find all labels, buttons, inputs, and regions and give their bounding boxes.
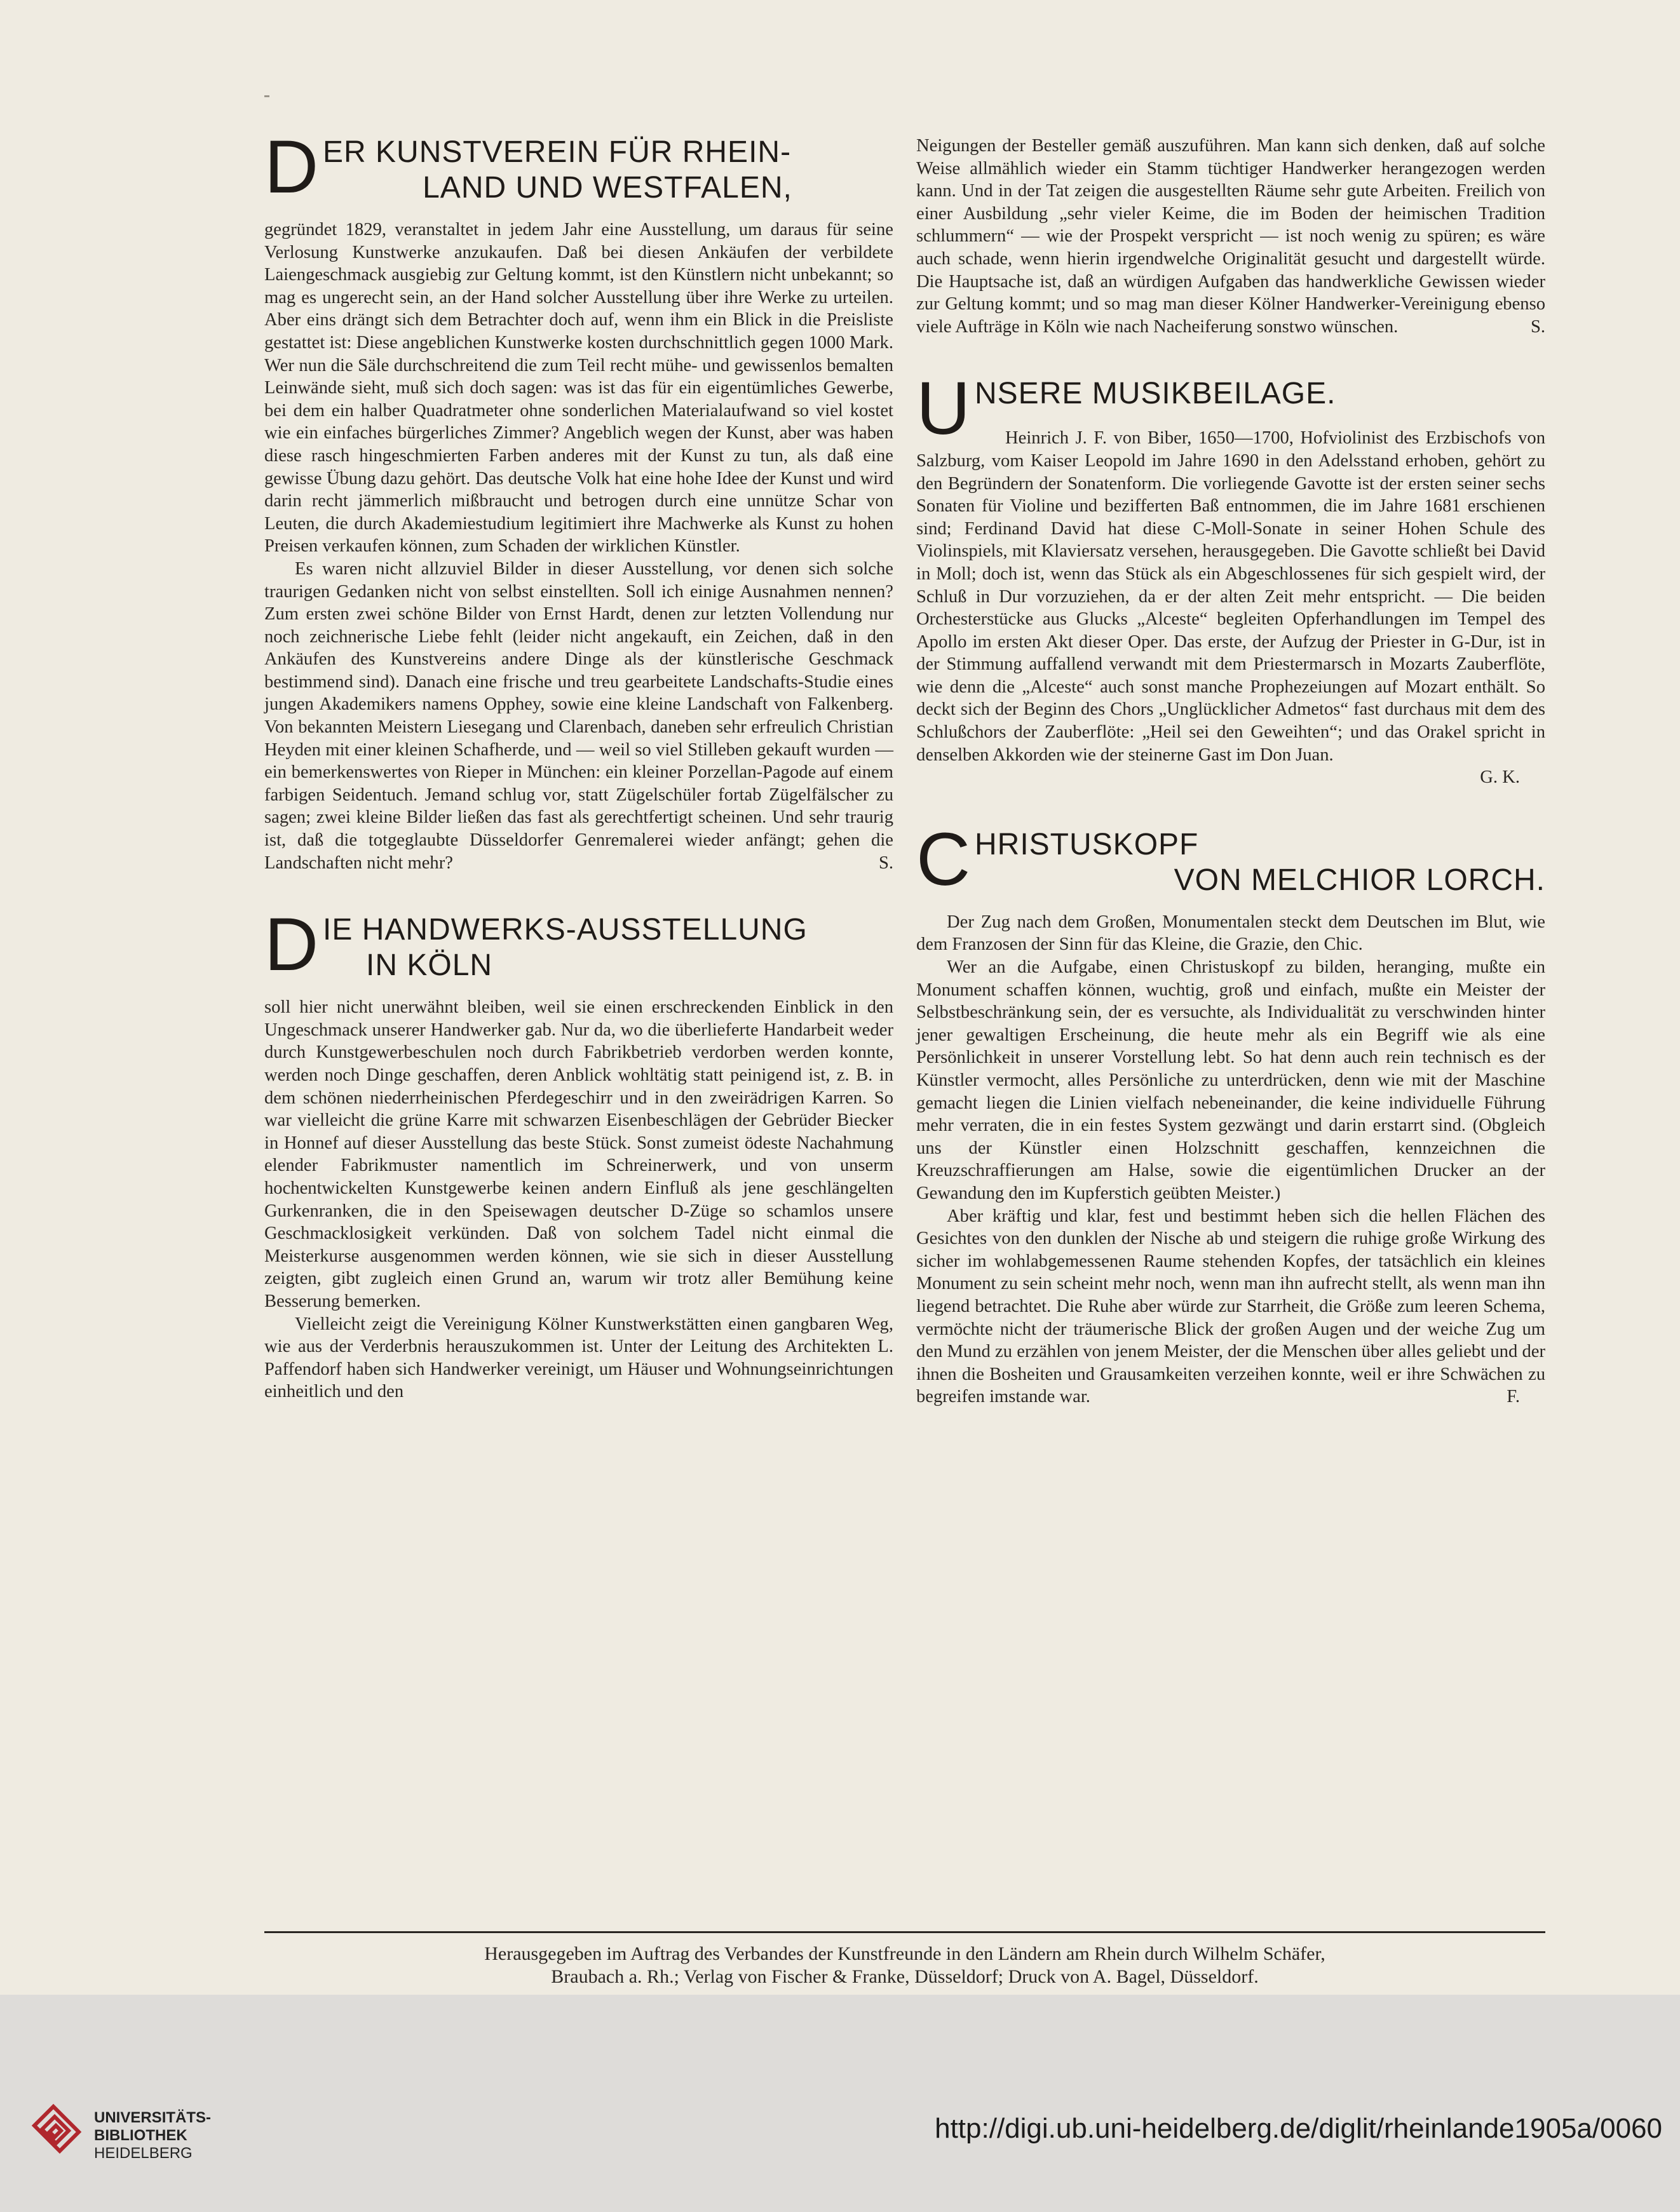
heading-line-1: HRISTUSKOPF xyxy=(975,827,1199,861)
paragraph: Vielleicht zeigt die Vereinigung Kölner Kunstwerkstätten einen gangbaren Weg, wie aus der Verderbnis herauszukommen ist. Unter der Leitung des Architekten L. Paffendorf haben sich Handwerker vereinigt, um Häuser und Wohnungseinrichtungen einheitlich und den xyxy=(264,1314,893,1402)
heading-handwerks-ausstellung xyxy=(264,903,893,987)
library-name-line-3: HEIDELBERG xyxy=(94,2145,193,2162)
drop-cap: U xyxy=(916,367,972,451)
heading-musikbeilage xyxy=(916,367,1545,451)
paragraph-text: Es waren nicht allzuviel Bilder in dieser Ausstellung, vor denen sich solche traurigen Gedanken nicht von selbst einstellten. Soll ich einige Ausnahmen nennen? Zum ersten zwei schöne Bilder von Ernst Hardt, denen zur letzten Vollendung nur noch zeichnerische Liebe fehlt (leider nicht angekauft, ein Zeichen, daß in den Ankäufen des Kunstvereins andere Dinge als der künstlerische Geschmack bestimmend sind). Danach eine frische und treu gearbeitete Landschafts-Studie eines jungen Akademikers namens Opphey, sowie eine kleine Landschaft von Falkenberg. Von bekannten Meistern Liesegang und Clarenbach, daneben sehr erfreulich Christian Heyden mit einer kleinen Schafherde, und — weil so viel Stilleben gekauft wurden — ein bemerkenswertes von Rieper in München: ein kleiner Porzellan-Pagode auf einem farbigen Seidentuch. Jemand schlug vor, statt Zügelschüler fortab Zügelfälscher zu sagen; zwei kleine Bilder ließen das fast als gerechtfertigt scheinen. Und sehr traurig ist, daß die totgeglaubte Düsseldorfer Genremalerei wieder anfängt; gehen die Landschaften nicht mehr? xyxy=(264,558,893,873)
right-column xyxy=(916,135,1545,1408)
footer-rule xyxy=(264,1931,1545,1933)
heading-line-2: LAND UND WESTFALEN, xyxy=(423,171,792,205)
paragraph xyxy=(264,558,893,874)
drop-cap: D xyxy=(264,125,320,209)
drop-cap: C xyxy=(916,817,972,901)
heading-line-1: IE HANDWERKS-AUSSTELLUNG xyxy=(323,913,808,947)
heading-line-2: VON MELCHIOR LORCH. xyxy=(1174,863,1545,897)
library-name xyxy=(94,2109,211,2162)
heading-line-1: ER KUNSTVEREIN FÜR RHEIN- xyxy=(323,135,792,169)
section-gap xyxy=(264,874,893,912)
library-bar xyxy=(0,1995,1680,2212)
signature: S. xyxy=(878,853,893,873)
left-column xyxy=(264,125,893,1403)
paragraph: Heinrich J. F. von Biber, 1650—1700, Hofviolinist des Erzbischofs von Salzburg, vom Kaiser Leopold im Jahre 1690 in den Adelsstand erhoben, gehört zu den Begründern der Sonatenform. Die vorliegende Gavotte ist der ersten seiner sechs Sonaten für Violine und bezifferten Baß entnommen, die im Jahre 1681 erschienen sind; Ferdinand David hat diese C-Moll-Sonate in seiner Hohen Schule des Violinspiels, mit Klaviersatz versehen, herausgegeben. Die Gavotte schließt bei David in Moll; doch ist, wenn das Stück als ein Abgeschlossenes für sich gespielt wird, der Schluß in Dur vorzuziehen, da er der alten Zeit mehr entspricht. — Die beiden Orchesterstücke aus Glucks „Alceste“ begleiten Opferhandlungen im Tempel des Apollo im ersten Akt dieser Oper. Das erste, der Aufzug der Priester in G-Dur, ist in der Stimmung auffallend verwandt mit dem Priestermarsch in Mozarts Zauberflöte, wie denn die „Alceste“ auch sonst manche Prophezeiungen auf Mozart enthält. So deckt sich der Beginn des Chors „Unglücklicher Admetos“ fast durchaus mit dem des Schlußchors der Zauberflöte: „Heil sei den Geweihten“; und das Orakel spricht in denselben Akkorden wie der steinerne Gast im Don Juan. xyxy=(916,428,1545,765)
signature: F. xyxy=(1507,1387,1520,1407)
library-name-line-2: BIBLIOTHEK xyxy=(94,2127,187,2144)
signature-line xyxy=(916,766,1545,789)
library-name-line-1: UNIVERSITÄTS- xyxy=(94,2109,212,2126)
paragraph-text: Aber kräftig und klar, fest und bestimmt heben sich die hellen Flächen des Gesichtes von den dunklen der Nische ab und steigern die ruhige große Wirkung des sicher im wohlabgemessenen Raume stehenden Kopfes, der tatsächlich ein kleines Monument zu sein scheint mehr noch, wenn man ihn aufrecht stellt, als wenn man ihn liegend betrachtet. Die Ruhe aber würde zur Starrheit, die Größe zum leeren Schema, vermöchte nicht der träumerische Blick der großen Augen und der weiche Zug um den Mund zu erzählen von jenem Meister, der die Menschen über alles geliebt und der ihnen die Bosheiten und Grausamkeiten verzeihen konnte, weil er ihre Schwächen zu begreifen imstande war. xyxy=(916,1206,1545,1407)
paragraph xyxy=(916,135,1545,338)
imprint xyxy=(264,1943,1545,1988)
paragraph-text: Neigungen der Besteller gemäß auszuführen. Man kann sich denken, daß auf solche Weise allmählich wieder ein Stamm tüchtiger Handwerker herangezogen werden kann. Und in der Tat zeigen die ausgestellten Räume sehr gute Arbeiten. Freilich von einer Ausbildung „sehr vieler Keime, die im Boden der heimischen Tradition schlummern“ — wie der Prospekt verspricht — ist noch wenig zu spüren; es wäre auch schade, wenn hierin irgendwelche Originalität gesucht und dargestellt würde. Die Hauptsache ist, daß an würdigen Aufgaben das handwerkliche Gewissen wieder zur Geltung kommt; und so mag man dieser Kölner Handwerker-Vereinigung ebenso viele Aufträge in Köln wie nach Nacheiferung sonstwo wünschen. xyxy=(916,136,1545,337)
signature: G. K. xyxy=(1480,767,1520,788)
heading-christuskopf xyxy=(916,817,1545,901)
heading-line-2: IN KÖLN xyxy=(366,948,493,983)
drop-cap: D xyxy=(264,903,320,987)
page-mark xyxy=(264,95,269,97)
paragraph: soll hier nicht unerwähnt bleiben, weil sie einen erschreckenden Einblick in den Ungeschmack unserer Handwerker gab. Nur da, wo die überlieferte Handarbeit weder durch Kunstgewerbeschulen noch durch Fabrikbetrieb verdorben werden konnte, werden noch Dinge geschaffen, deren Anblick wohltätig statt peinigend ist, z. B. in dem schönen niederrheinischen Pferdegeschirr und in den zweirädrigen Karren. So war vielleicht die grüne Karre mit schwarzen Eisenbeschlägen der Gebrüder Biecker in Honnef auf dieser Ausstellung das beste Stück. Sonst zumeist ödeste Nachahmung elender Fabrikmuster namentlich im Schreinerwerk, und von unserm hochentwickelten Kunstgewerbe keinen andern Einfluß als jene geschlängelten Gurkenranken, die in den Speisewagen deutscher D-Züge so schamlos unsere Geschmacklosigkeit verkünden. Daß von solchem Tadel nicht einmal die Meisterkurse ausgenommen werden können, wie sie sich in dieser Ausstellung zeigten, gibt zugleich einen Grund an, warum wir trotz aller Bemühung keine Besserung bemerken. xyxy=(264,997,893,1311)
signature: S. xyxy=(1530,316,1545,337)
paragraph: Der Zug nach dem Großen, Monumentalen steckt dem Deutschen im Blut, wie dem Franzosen der Sinn für das Kleine, die Grazie, den Chic. xyxy=(916,912,1545,955)
paragraph: gegründet 1829, veranstaltet in jedem Jahr eine Ausstellung, um daraus für seine Verlosung Kunstwerke anzukaufen. Daß bei diesen Ankäufen der verbildete Laiengeschmack ausgiebig zur Geltung kommt, ist den Künstlern nicht unbekannt; so mag es ungerecht sein, an der Hand solcher Ausstellung über ihre Werke zu urteilen. Aber eins drängt sich dem Betrachter doch auf, wenn ihm ein Blick in die Preisliste gestattet ist: Diese angeblichen Kunstwerke kosten durchschnittlich gegen 1000 Mark. Wer nun die Säle durchschreitend die zum Teil recht mühe- und gewissenlos bemalten Leinwände sieht, muß sich doch sagen: was ist das für ein eigentümliches Gewerbe, bei dem ein halber Quadratmeter ohne sonderlichen Materialaufwand so viel kostet wie ein einfaches bürgerliches Zimmer? Angeblich wegen der Kunst, aber was haben diese rasch hingeschmierten Farben anderes mit der Kunst zu tun, als daß eine gewisse Übung dazu gehört. Das deutsche Volk hat eine hohe Idee der Kunst und wird darin recht jämmerlich mißbraucht und betrogen durch eine unnütze Schar von Leuten, die durch Akademiestudium legitimiert ihre Machwerke als Kunst zu hohen Preisen verkaufen können, zum Schaden der wirklichen Künstler. xyxy=(264,220,893,556)
heading-line-1: NSERE MUSIKBEILAGE. xyxy=(975,377,1336,411)
university-library-logo-icon xyxy=(28,2100,85,2157)
section-gap xyxy=(916,338,1545,376)
imprint-line-1: Herausgegeben im Auftrag des Verbandes der Kunstfreunde in den Ländern am Rhein durch Wilhelm Schäfer, xyxy=(484,1943,1325,1964)
paragraph: Wer an die Aufgabe, einen Christuskopf zu bilden, heranging, mußte ein Monument schaffen können, wuchtig, groß und einfach, mußte ein Meister der Selbstbeschränkung sein, der es versuchte, als Individualität zu verschwinden hinter jener gewaltigen Erscheinung, die heute mehr als ein Begriff wie als eine Persönlichkeit in unserer Vorstellung lebt. So hat denn auch rein technisch es der Künstler vermocht, alles Persönliche zu unterdrücken, denn wie mit der Maschine gemacht liegen die Linien vielfach nebeneinander, die keine individuelle Führung mehr verraten, die in ein festes System gezwängt und darin erstarrt sind. (Obgleich uns der Künstler einen Holzschnitt geschaffen, kennzeichnen die Kreuzschraffierungen am Halse, sowie die eigentümlichen Drucker an der Gewandung den im Kupferstich geübten Meister.) xyxy=(916,957,1545,1203)
paragraph xyxy=(916,1205,1545,1408)
imprint-line-2: Braubach a. Rh.; Verlag von Fischer & Franke, Düsseldorf; Druck von A. Bagel, Düsseldorf. xyxy=(551,1966,1259,1987)
section-gap xyxy=(916,789,1545,827)
heading-kunstverein xyxy=(264,125,893,209)
permalink-url[interactable]: http://digi.ub.uni-heidelberg.de/diglit/rheinlande1905a/0060 xyxy=(935,2113,1662,2144)
